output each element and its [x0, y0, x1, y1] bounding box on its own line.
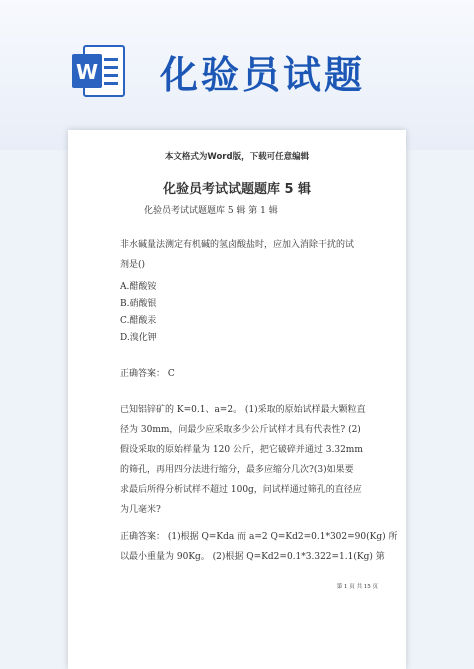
page-title: 化验员试题	[160, 53, 366, 97]
answer-1: 正确答案： C	[120, 369, 175, 379]
answer-2-line: 以最小重量为 90Kg。 (2)根据 Q=Kd2=0.1*3.322=1.1(Kg) 第	[120, 552, 385, 562]
option-a: A.醋酸铵	[120, 282, 157, 292]
question-1-line-2: 剂是()	[120, 260, 146, 270]
word-document-icon	[70, 42, 128, 100]
option-d: D.溴化钾	[120, 333, 157, 343]
logo-letter: W	[75, 60, 99, 84]
question-2-line: 为几毫米?	[120, 505, 161, 515]
document-title: 化验员考试试题题库 5 辑	[162, 182, 312, 197]
page-number: 第 1 页 共 15 页	[336, 584, 378, 590]
document-subtitle: 化验员考试试题题库 5 辑 第 1 辑	[144, 206, 278, 216]
question-2-line: 已知铝锌矿的 K=0.1、a=2。 (1)采取的原始试样最大颗粒直	[120, 405, 366, 415]
question-2-line: 求最后所得分析试样不超过 100g，问试样通过筛孔的直径应	[120, 485, 362, 495]
header	[0, 0, 474, 110]
format-banner: 本文格式为Word版，下载可任意编辑	[164, 152, 310, 162]
document-page	[68, 130, 406, 669]
question-1-line-1: 非水碱量法测定有机碱的氢卤酸盐时，应加入消除干扰的试	[120, 240, 355, 250]
question-2-line: 径为 30mm，问最少应采取多少公斤试样才具有代表性? (2)	[120, 425, 361, 435]
option-b: B.硝酸银	[120, 299, 157, 309]
answer-2-line: 正确答案： (1)根据 Q=Kda 而 a=2 Q=Kd2=0.1*302=90(Kg) 所	[120, 532, 398, 542]
question-2-line: 的筛孔，再用四分法进行缩分，最多应缩分几次?(3)如果要	[120, 465, 354, 475]
question-2-line: 假设采取的原始样量为 120 公斤，把它破碎并通过 3.32mm	[120, 445, 363, 455]
option-c: C.醋酸汞	[120, 316, 157, 326]
